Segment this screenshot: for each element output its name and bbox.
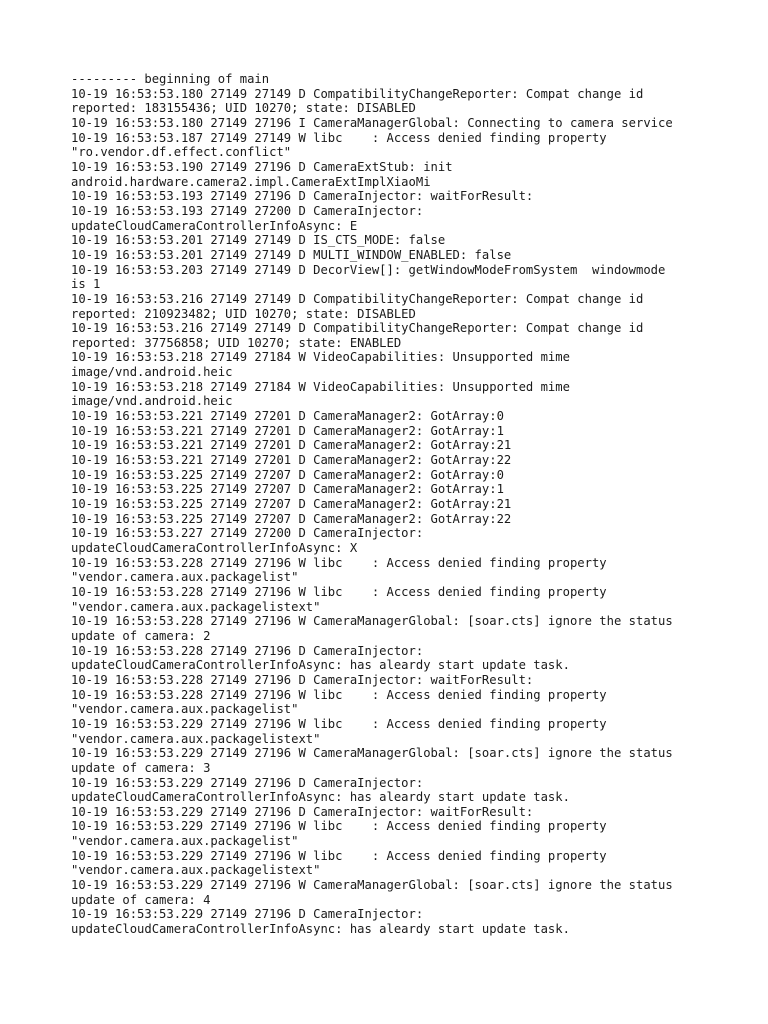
- log-line: 10-19 16:53:53.228 27149 27196 D CameraInjector:: [71, 643, 424, 658]
- log-line: android.hardware.camera2.impl.CameraExtImplXiaoMi: [71, 174, 431, 189]
- log-line: 10-19 16:53:53.180 27149 27149 D CompatibilityChangeReporter: Compat change id: [71, 86, 644, 101]
- log-line: image/vnd.android.heic: [71, 394, 233, 409]
- log-line: 10-19 16:53:53.228 27149 27196 W libc : Access denied finding property: [71, 687, 607, 702]
- log-line: 10-19 16:53:53.216 27149 27149 D CompatibilityChangeReporter: Compat change id: [71, 291, 644, 306]
- log-line: updateCloudCameraControllerInfoAsync: has aleardy start update task.: [71, 790, 570, 805]
- log-line: 10-19 16:53:53.201 27149 27149 D IS_CTS_MODE: false: [71, 233, 446, 248]
- log-line: "vendor.camera.aux.packagelistext": [71, 599, 321, 614]
- log-line: 10-19 16:53:53.225 27149 27207 D CameraManager2: GotArray:22: [71, 511, 512, 526]
- log-line: 10-19 16:53:53.229 27149 27196 D CameraInjector:: [71, 775, 424, 790]
- log-line: 10-19 16:53:53.218 27149 27184 W VideoCapabilities: Unsupported mime: [71, 379, 570, 394]
- log-line: updateCloudCameraControllerInfoAsync: has aleardy start update task.: [71, 658, 570, 673]
- log-line: is 1: [71, 277, 101, 292]
- log-line: 10-19 16:53:53.229 27149 27196 D CameraInjector:: [71, 907, 424, 922]
- log-line: 10-19 16:53:53.216 27149 27149 D CompatibilityChangeReporter: Compat change id: [71, 321, 644, 336]
- log-line: 10-19 16:53:53.225 27149 27207 D CameraManager2: GotArray:21: [71, 497, 512, 512]
- log-line: 10-19 16:53:53.221 27149 27201 D CameraManager2: GotArray:22: [71, 453, 512, 468]
- log-line: 10-19 16:53:53.201 27149 27149 D MULTI_WINDOW_ENABLED: false: [71, 247, 512, 262]
- log-text: [71, 72, 761, 937]
- log-line: reported: 37756858; UID 10270; state: ENABLED: [71, 335, 402, 350]
- log-line: 10-19 16:53:53.228 27149 27196 D CameraInjector: waitForResult:: [71, 672, 534, 687]
- log-line: update of camera: 3: [71, 760, 211, 775]
- document-page: [71, 72, 761, 937]
- log-line: update of camera: 2: [71, 628, 211, 643]
- log-line: 10-19 16:53:53.225 27149 27207 D CameraManager2: GotArray:1: [71, 482, 504, 497]
- log-line: 10-19 16:53:53.180 27149 27196 I CameraManagerGlobal: Connecting to camera service: [71, 115, 673, 130]
- log-line: 10-19 16:53:53.203 27149 27149 D DecorView[]: getWindowModeFromSystem windowmode: [71, 262, 666, 277]
- log-line: 10-19 16:53:53.229 27149 27196 W CameraManagerGlobal: [soar.cts] ignore the status: [71, 878, 673, 893]
- log-line: updateCloudCameraControllerInfoAsync: X: [71, 541, 358, 555]
- log-line: update of camera: 4: [71, 892, 211, 907]
- log-line: 10-19 16:53:53.193 27149 27200 D CameraInjector:: [71, 203, 424, 218]
- log-line: "vendor.camera.aux.packagelist": [71, 702, 299, 717]
- log-line: 10-19 16:53:53.227 27149 27200 D CameraInjector:: [71, 526, 424, 541]
- log-line: 10-19 16:53:53.229 27149 27196 W libc : Access denied finding property: [71, 848, 607, 863]
- log-line: updateCloudCameraControllerInfoAsync: E: [71, 218, 358, 233]
- log-line: reported: 210923482; UID 10270; state: DISABLED: [71, 306, 416, 321]
- log-line: "vendor.camera.aux.packagelistext": [71, 863, 321, 878]
- log-line: 10-19 16:53:53.228 27149 27196 W CameraManagerGlobal: [soar.cts] ignore the status: [71, 614, 673, 629]
- log-line: 10-19 16:53:53.229 27149 27196 W libc : Access denied finding property: [71, 716, 607, 731]
- log-line: "ro.vendor.df.effect.conflict": [71, 145, 292, 160]
- log-line: 10-19 16:53:53.225 27149 27207 D CameraManager2: GotArray:0: [71, 467, 504, 482]
- log-line: 10-19 16:53:53.221 27149 27201 D CameraManager2: GotArray:0: [71, 409, 504, 424]
- log-line: --------- beginning of main: [71, 72, 270, 86]
- log-line: 10-19 16:53:53.229 27149 27196 D CameraInjector: waitForResult:: [71, 804, 534, 819]
- log-line: updateCloudCameraControllerInfoAsync: has aleardy start update task.: [71, 922, 570, 937]
- log-line: 10-19 16:53:53.190 27149 27196 D CameraExtStub: init: [71, 159, 453, 174]
- log-line: 10-19 16:53:53.228 27149 27196 W libc : Access denied finding property: [71, 584, 607, 599]
- log-line: "vendor.camera.aux.packagelist": [71, 570, 299, 585]
- log-line: reported: 183155436; UID 10270; state: DISABLED: [71, 101, 416, 116]
- log-line: 10-19 16:53:53.187 27149 27149 W libc : Access denied finding property: [71, 130, 607, 145]
- log-line: image/vnd.android.heic: [71, 365, 233, 380]
- log-line: 10-19 16:53:53.193 27149 27196 D CameraInjector: waitForResult:: [71, 189, 534, 204]
- log-line: 10-19 16:53:53.228 27149 27196 W libc : Access denied finding property: [71, 555, 607, 570]
- log-line: 10-19 16:53:53.229 27149 27196 W libc : Access denied finding property: [71, 819, 607, 834]
- log-line: "vendor.camera.aux.packagelist": [71, 834, 299, 849]
- log-line: 10-19 16:53:53.221 27149 27201 D CameraManager2: GotArray:21: [71, 438, 512, 453]
- log-line: 10-19 16:53:53.221 27149 27201 D CameraManager2: GotArray:1: [71, 423, 504, 438]
- log-line: 10-19 16:53:53.229 27149 27196 W CameraManagerGlobal: [soar.cts] ignore the status: [71, 746, 673, 761]
- log-line: "vendor.camera.aux.packagelistext": [71, 731, 321, 746]
- log-line: 10-19 16:53:53.218 27149 27184 W VideoCapabilities: Unsupported mime: [71, 350, 570, 365]
